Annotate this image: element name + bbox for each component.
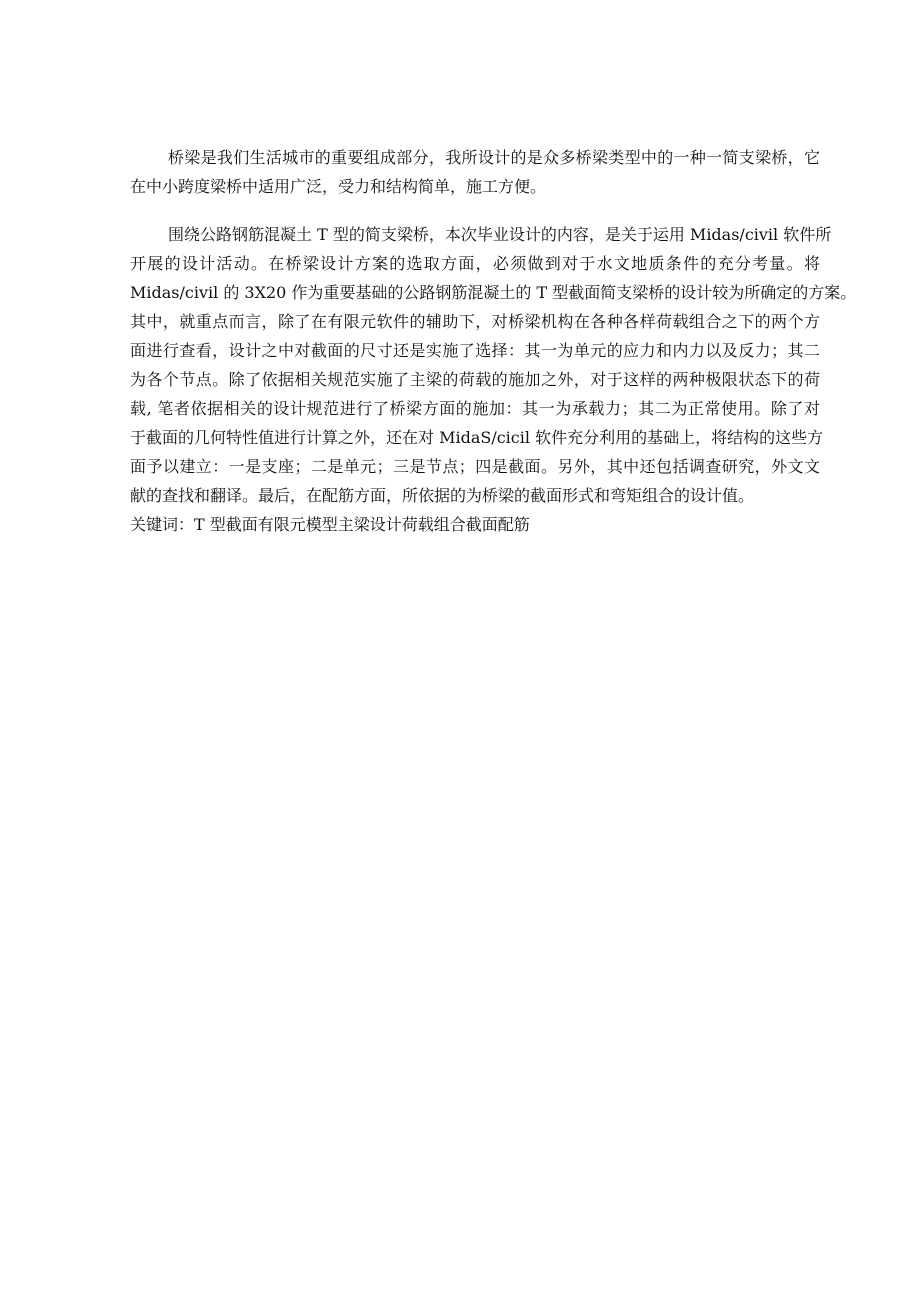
- paragraph-line: 面进行查看，设计之中对截面的尺寸还是实施了选择：其一为单元的应力和内力以及反力；其二: [130, 341, 820, 360]
- paragraph-line: 其中，就重点而言，除了在有限元软件的辅助下，对桥梁机构在各种各样荷载组合之下的两个方: [130, 312, 820, 331]
- paragraph-spacer: [130, 201, 820, 220]
- paragraph-line: 围绕公路钢筋混凝土 T 型的简支梁桥，本次毕业设计的内容，是关于运用 Midas/civil 软件所: [168, 225, 832, 244]
- document-body: [130, 143, 857, 539]
- paragraph-line: 载, 笔者依据相关的设计规范进行了桥梁方面的施加：其一为承载力；其二为正常使用。除了对: [130, 399, 820, 418]
- paragraph-line: 开展的设计活动。在桥梁设计方案的选取方面，必须做到对于水文地质条件的充分考量。将: [130, 254, 820, 273]
- keywords-line: 关键词：T 型截面有限元模型主梁设计荷载组合截面配筋: [130, 515, 530, 534]
- paragraph-line: 为各个节点。除了依据相关规范实施了主梁的荷载的施加之外，对于这样的两种极限状态下的荷: [130, 370, 820, 389]
- paragraph-line: 桥梁是我们生活城市的重要组成部分，我所设计的是众多桥梁类型中的一种一简支梁桥，它: [168, 148, 820, 167]
- paragraph-line: 在中小跨度梁桥中适用广泛，受力和结构简单，施工方便。: [130, 177, 547, 196]
- paragraph-line: 于截面的几何特性值进行计算之外，还在对 MidaS∕cicil 软件充分利用的基础上，将结构的这些方: [130, 428, 824, 447]
- paragraph-line: 面予以建立：一是支座；二是单元；三是节点；四是截面。另外，其中还包括调查研究，外文文: [130, 457, 820, 476]
- paragraph-intro: [130, 143, 820, 201]
- paragraph-line: Midas/civil 的 3X20 作为重要基础的公路钢筋混凝土的 T 型截面简支梁桥的设计较为所确定的方案。: [130, 283, 857, 302]
- paragraph-line: 献的查找和翻译。最后，在配筋方面，所依据的为桥梁的截面形式和弯矩组合的设计值。: [130, 486, 755, 505]
- paragraph-abstract: [130, 220, 857, 510]
